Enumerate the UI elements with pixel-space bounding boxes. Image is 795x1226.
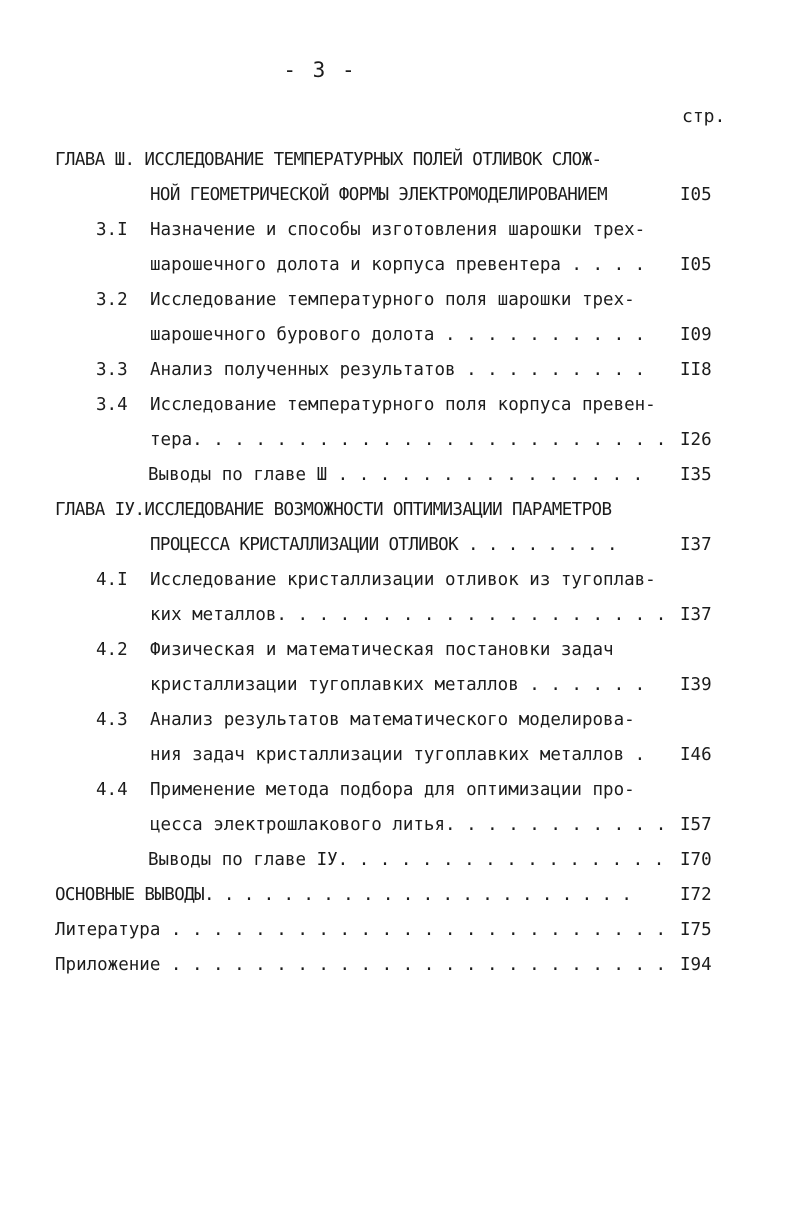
toc-page-number: I39 [680, 675, 712, 695]
page-number: - 3 - [283, 58, 357, 82]
toc-entry-text: Анализ полученных результатов . . . . . . . . . [150, 360, 646, 380]
toc-item-4-3-line-2 [0, 741, 795, 769]
toc-page-number: I35 [680, 465, 712, 485]
toc-appendix [0, 951, 795, 979]
toc-item-4-3-line-1 [0, 706, 795, 734]
toc-page-number: I37 [680, 605, 712, 625]
pages-column-label: стр. [682, 106, 726, 127]
toc-item-4-1-line-1 [0, 566, 795, 594]
toc-entry-text: НОЙ ГЕОМЕТРИЧЕСКОЙ ФОРМЫ ЭЛЕКТРОМОДЕЛИРОВАНИЕМ [150, 185, 608, 205]
toc-item-4-4-line-1 [0, 776, 795, 804]
toc-chapter-3-line-1 [55, 146, 655, 174]
toc-entry-text: Исследование температурного поля корпуса превен- [150, 395, 656, 415]
toc-item-3-2-line-1 [0, 286, 795, 314]
toc-page-number: I09 [680, 325, 712, 345]
toc-entry-text: кристаллизации тугоплавких металлов . . . . . . [150, 675, 646, 695]
toc-page-number: I26 [680, 430, 712, 450]
toc-page-number: I70 [680, 850, 712, 870]
toc-entry-text: тера. . . . . . . . . . . . . . . . . . . . . . . [150, 430, 667, 450]
toc-item-number: 3.3 [96, 360, 128, 380]
toc-entry-text: ПРОЦЕССА КРИСТАЛЛИЗАЦИИ ОТЛИВОК . . . . . . . . [150, 535, 617, 555]
toc-item-3-1-line-2 [0, 251, 795, 279]
toc-entry-text: Исследование температурного поля шарошки трех- [150, 290, 635, 310]
toc-item-number: 3.2 [96, 290, 128, 310]
toc-chapter-4-line-2 [0, 531, 795, 559]
toc-entry-text: Назначение и способы изготовления шарошки трех- [150, 220, 646, 240]
toc-item-3-4-line-2 [0, 426, 795, 454]
toc-entry-text: Выводы по главе Ш . . . . . . . . . . . . . . . [148, 465, 644, 485]
toc-item-number: 3.I [96, 220, 128, 240]
toc-entry-text: ГЛАВА IУ.ИССЛЕДОВАНИЕ ВОЗМОЖНОСТИ ОПТИМИЗАЦИИ ПАРАМЕТРОВ [55, 500, 612, 520]
toc-item-4-2-line-2 [0, 671, 795, 699]
toc-item-3-3 [0, 356, 795, 384]
toc-item-number: 4.I [96, 570, 128, 590]
toc-chapter-4-line-1 [55, 496, 675, 524]
toc-page-number: I05 [680, 255, 712, 275]
toc-entry-text: цесса электрошлакового литья. . . . . . . . . . . [150, 815, 667, 835]
toc-entry-text: ких металлов. . . . . . . . . . . . . . . . . . . [150, 605, 667, 625]
toc-entry-text: Выводы по главе IУ. . . . . . . . . . . . . . . . [148, 850, 665, 870]
toc-entry-text: Анализ результатов математического моделирова- [150, 710, 635, 730]
toc-page-number: I72 [680, 885, 712, 905]
toc-page-number: I46 [680, 745, 712, 765]
toc-entry-text: шарошечного бурового долота . . . . . . . . . . [150, 325, 646, 345]
toc-chapter-3-page [0, 181, 795, 209]
toc-item-number: 3.4 [96, 395, 128, 415]
toc-item-number: 4.4 [96, 780, 128, 800]
toc-entry-text: Приложение . . . . . . . . . . . . . . . . . . . . . . . . [55, 955, 667, 975]
toc-entry-text: Исследование кристаллизации отливок из тугоплав- [150, 570, 656, 590]
toc-entry-text: ния задач кристаллизации тугоплавких металлов . [150, 745, 646, 765]
toc-entry-text: шарошечного долота и корпуса превентера . . . . [150, 255, 646, 275]
toc-page-number: I05 [680, 185, 712, 205]
toc-entry-text: ГЛАВА Ш. ИССЛЕДОВАНИЕ ТЕМПЕРАТУРНЫХ ПОЛЕЙ ОТЛИВОК СЛОЖ- [55, 150, 602, 170]
toc-page-number: I57 [680, 815, 712, 835]
toc-page-number: I75 [680, 920, 712, 940]
toc-page-number: II8 [680, 360, 712, 380]
toc-entry-text: Применение метода подбора для оптимизации про- [150, 780, 635, 800]
toc-item-number: 4.3 [96, 710, 128, 730]
toc-page-number: I94 [680, 955, 712, 975]
toc-conclusions-chapter-3 [0, 461, 795, 489]
toc-main-conclusions [0, 881, 795, 909]
toc-conclusions-chapter-4 [0, 846, 795, 874]
toc-item-number: 4.2 [96, 640, 128, 660]
toc-entry-text: Физическая и математическая постановки задач [150, 640, 614, 660]
toc-item-4-2-line-1 [0, 636, 795, 664]
toc-item-4-1-line-2 [0, 601, 795, 629]
toc-item-3-4-line-1 [0, 391, 795, 419]
toc-item-3-2-line-2 [0, 321, 795, 349]
toc-entry-text: ОСНОВНЫЕ ВЫВОДЫ. . . . . . . . . . . . . . . . . . . . . . [55, 885, 632, 905]
toc-literature [0, 916, 795, 944]
toc-item-4-4-line-2 [0, 811, 795, 839]
toc-item-3-1-line-1 [0, 216, 795, 244]
toc-page-number: I37 [680, 535, 712, 555]
toc-entry-text: Литература . . . . . . . . . . . . . . . . . . . . . . . . [55, 920, 667, 940]
